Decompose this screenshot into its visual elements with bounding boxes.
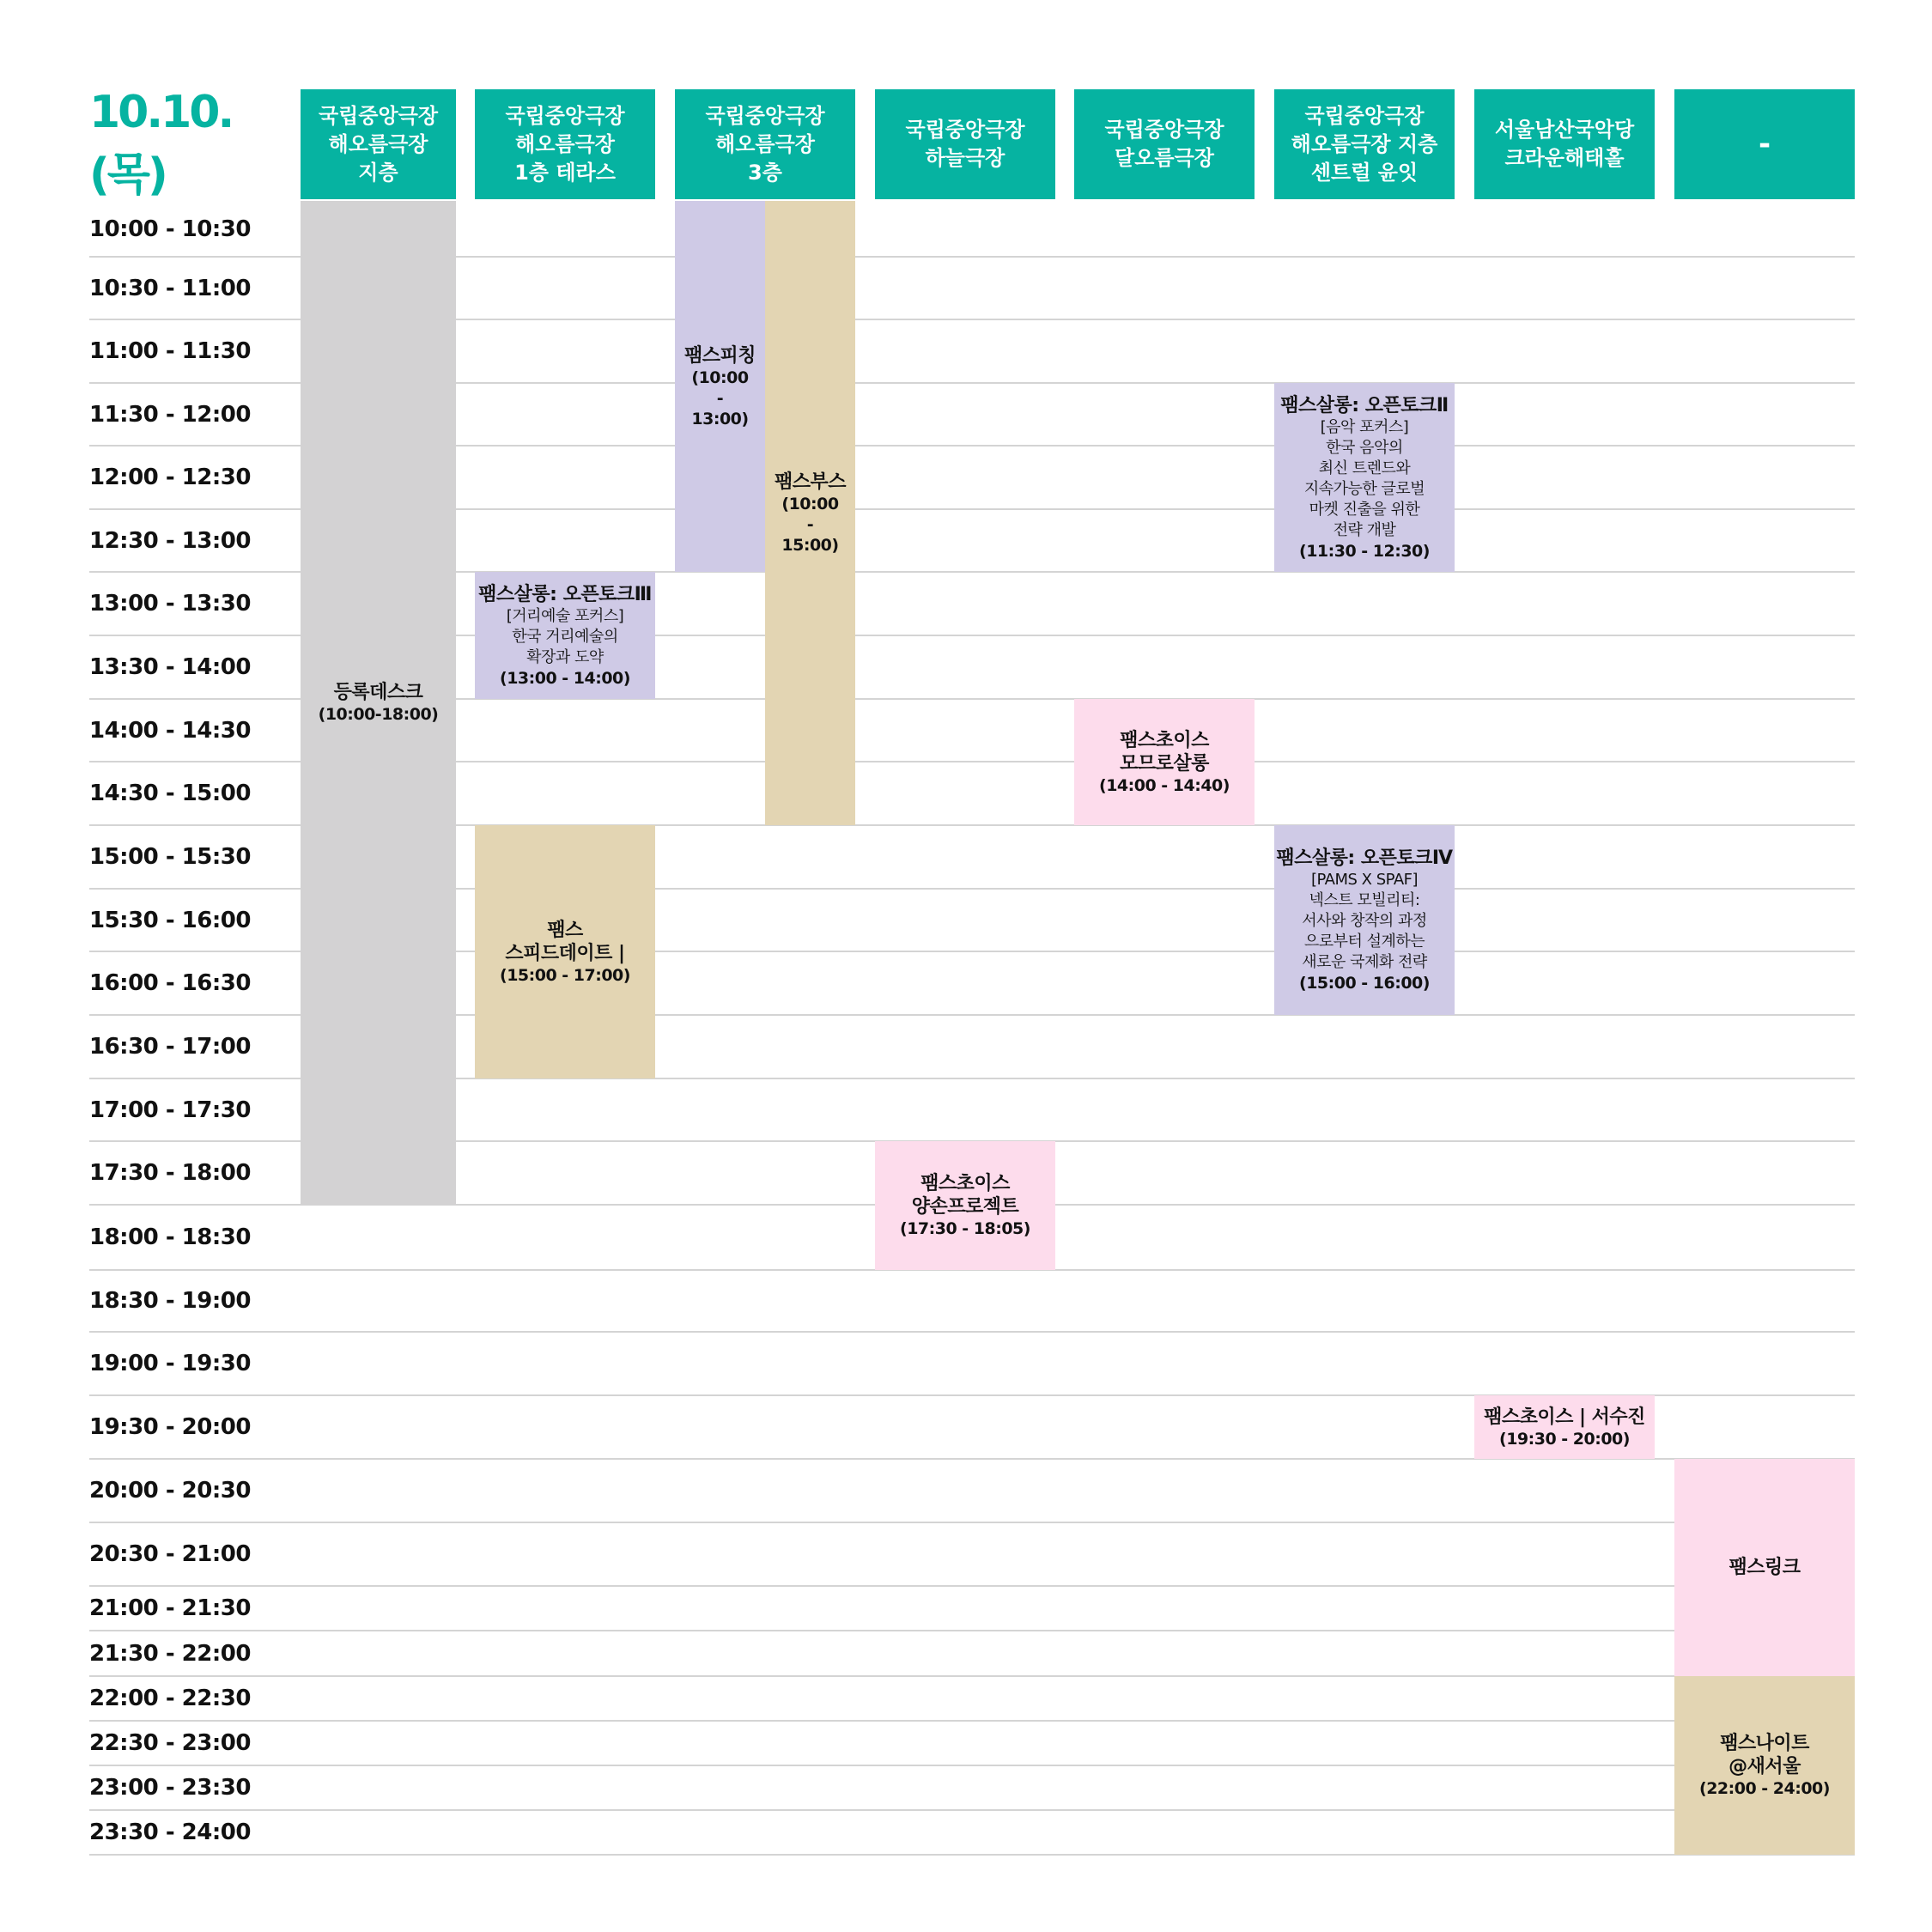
event-time: (15:00 - 17:00) [500,965,630,985]
time-slot-label: 22:30 - 23:00 [89,1730,251,1756]
event-title: 팸스초이스 | 서수진 [1484,1406,1645,1428]
event-title: 팸스살롱: 오픈토크Ⅱ [1280,394,1449,416]
row-divider [89,1765,1855,1766]
row-divider [89,1854,1855,1856]
event-title: 팸스살롱: 오픈토크Ⅲ [478,583,652,605]
row-divider [89,1630,1855,1631]
event-pams-pitching [675,201,765,572]
event-pams-link [1674,1459,1855,1676]
venue-header-3: 국립중앙극장 해오름극장 3층 [675,89,855,199]
row-divider [89,1675,1855,1677]
time-slot-label: 11:30 - 12:00 [89,401,251,428]
event-pams-choice-seosujin [1474,1395,1655,1459]
time-slot-label: 15:00 - 15:30 [89,844,251,870]
time-slot-label: 13:30 - 14:00 [89,654,251,680]
event-time: (13:00 - 14:00) [500,668,630,688]
time-slot-label: 16:00 - 16:30 [89,970,251,996]
event-title: 팸스살롱: 오픈토크Ⅳ [1276,848,1453,869]
venue-header-5: 국립중앙극장 달오름극장 [1074,89,1255,199]
event-pams-booth [765,201,855,825]
date-heading: 10.10.(목) [89,86,233,201]
row-divider [89,1522,1855,1523]
event-title: 팸스부스 [774,471,846,493]
time-slot-label: 16:30 - 17:00 [89,1034,251,1060]
event-pams-choice-yangson [875,1141,1055,1270]
time-slot-label: 19:30 - 20:00 [89,1414,251,1440]
event-time: (17:30 - 18:05) [900,1219,1030,1238]
time-slot-label: 15:30 - 16:00 [89,907,251,933]
time-slot-label: 19:00 - 19:30 [89,1351,251,1376]
event-time: (10:00 - 13:00) [691,368,749,428]
time-slot-label: 11:00 - 11:30 [89,338,251,364]
row-divider [89,1809,1855,1811]
event-description: [음악 포커스] 한국 음악의 최신 트렌드와 지속가능한 글로벌 마켓 진출을 위한 전략 개발 [1303,417,1425,539]
time-slot-label: 20:00 - 20:30 [89,1478,251,1504]
event-time: (14:00 - 14:40) [1099,775,1230,795]
venue-header-2: 국립중앙극장 해오름극장 1층 테라스 [475,89,655,199]
event-title: 등록데스크 [333,682,423,703]
event-time: (10:00-18:00) [318,705,439,724]
event-description: [거리예술 포커스] 한국 거리예술의 확장과 도약 [506,606,624,666]
event-title: 팸스피칭 [683,344,756,367]
event-pams-choice-momoro [1074,699,1255,825]
event-pams-night [1674,1676,1855,1855]
event-title: 팸스 스피드데이트 | [505,919,625,964]
time-slot-label: 14:00 - 14:30 [89,717,251,744]
row-divider [89,1331,1855,1333]
event-time: (15:00 - 16:00) [1299,974,1430,993]
venue-header-1: 국립중앙극장 해오름극장 지층 [301,89,456,199]
time-slot-label: 22:00 - 22:30 [89,1686,251,1711]
time-slot-label: 18:30 - 19:00 [89,1288,251,1314]
time-slot-label: 17:30 - 18:00 [89,1160,251,1186]
time-slot-label: 10:00 - 10:30 [89,216,251,242]
time-slot-label: 23:30 - 24:00 [89,1820,251,1845]
event-title: 팸스나이트 @새서울 [1720,1733,1809,1777]
time-slot-label: 23:00 - 23:30 [89,1775,251,1801]
event-description: [PAMS X SPAF] 넥스트 모빌리티: 서사와 창작의 과정 으로부터 설계하는 새로운 국제화 전략 [1302,871,1427,971]
event-title: 팸스링크 [1728,1557,1801,1578]
event-pams-salon-open-talk-4 [1274,825,1455,1015]
row-divider [89,1585,1855,1587]
venue-header-4: 국립중앙극장 하늘극장 [875,89,1055,199]
event-title: 팸스초이스 양손프로젝트 [911,1173,1019,1218]
time-slot-label: 20:30 - 21:00 [89,1541,251,1567]
time-slot-label: 12:30 - 13:00 [89,527,251,554]
event-time: (22:00 - 24:00) [1699,1779,1830,1798]
row-divider [89,1720,1855,1722]
event-time: (19:30 - 20:00) [1499,1429,1630,1449]
event-pams-salon-open-talk-2 [1274,383,1455,572]
venue-header-7: 서울남산국악당 크라운해태홀 [1474,89,1655,199]
event-time: (10:00 - 15:00) [781,495,839,555]
event-time: (11:30 - 12:30) [1299,541,1430,561]
time-slot-label: 12:00 - 12:30 [89,465,251,490]
time-slot-label: 14:30 - 15:00 [89,781,251,806]
time-slot-label: 18:00 - 18:30 [89,1224,251,1250]
event-pams-salon-open-talk-3 [475,572,655,699]
event-title: 팸스초이스 모므로살롱 [1120,729,1209,775]
time-slot-label: 21:00 - 21:30 [89,1595,251,1621]
venue-header-8: - [1674,89,1855,199]
time-slot-label: 13:00 - 13:30 [89,591,251,617]
event-registration-desk [301,201,456,1205]
event-pams-speed-date [475,825,655,1078]
venue-header-6: 국립중앙극장 해오름극장 지층 센트럴 윤잇 [1274,89,1455,199]
time-slot-label: 17:00 - 17:30 [89,1097,251,1123]
time-slot-label: 21:30 - 22:00 [89,1640,251,1667]
time-slot-label: 10:30 - 11:00 [89,275,251,301]
